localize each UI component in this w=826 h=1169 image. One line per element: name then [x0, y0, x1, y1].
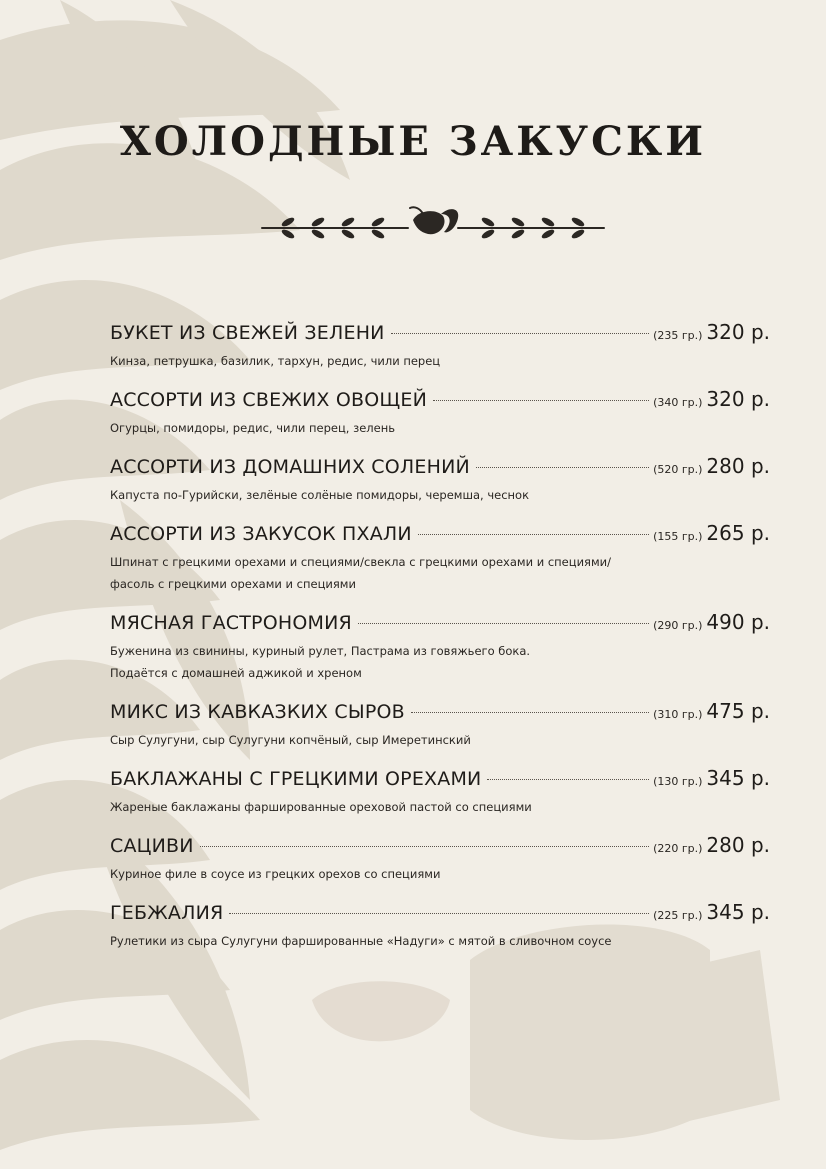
menu-item: [110, 448, 770, 515]
menu-item-row: [110, 448, 770, 484]
menu-item-weight: (310 гр.): [653, 708, 703, 721]
description-line: Капуста по-Гурийски, зелёные солёные помидоры, черемша, чеснок: [110, 488, 530, 502]
description-line: Огурцы, помидоры, редис, чили перец, зелень: [110, 421, 396, 435]
menu-item-price: 490 р.: [706, 610, 770, 634]
menu-item-row: [110, 827, 770, 863]
menu-item-description: [110, 551, 770, 604]
menu-item-row: [110, 604, 770, 640]
menu-item-weight: (220 гр.): [653, 842, 703, 855]
menu-list: [110, 314, 770, 961]
description-line: фасоль с грецкими орехами и специями: [110, 577, 356, 591]
menu-item-row: [110, 760, 770, 796]
menu-item-weight: (130 гр.): [653, 775, 703, 788]
menu-item-name: МИКС ИЗ КАВКАЗКИХ СЫРОВ: [110, 701, 405, 723]
description-line: Куриное филе в соусе из грецких орехов со специями: [110, 867, 441, 881]
page-title: ХОЛОДНЫЕ ЗАКУСКИ: [119, 118, 707, 165]
menu-item-description: [110, 640, 770, 693]
menu-item-row: [110, 894, 770, 930]
description-line: Буженина из свинины, куриный рулет, Пастрама из говяжьего бока.: [110, 644, 531, 658]
menu-item-description: [110, 863, 770, 894]
menu-item-name: САЦИВИ: [110, 835, 194, 857]
dot-leader: [418, 534, 649, 535]
menu-item-description: [110, 796, 770, 827]
dot-leader: [411, 712, 649, 713]
menu-item-price: 280 р.: [706, 833, 770, 857]
menu-item: [110, 515, 770, 604]
menu-item-description: [110, 484, 770, 515]
menu-item: [110, 760, 770, 827]
dot-leader: [476, 467, 649, 468]
menu-item-price: 345 р.: [706, 900, 770, 924]
menu-item-name: АССОРТИ ИЗ ДОМАШНИХ СОЛЕНИЙ: [110, 456, 470, 478]
menu-item-weight: (520 гр.): [653, 463, 703, 476]
menu-item: [110, 381, 770, 448]
menu-item: [110, 827, 770, 894]
menu-item-weight: (290 гр.): [653, 619, 703, 632]
description-line: Сыр Сулугуни, сыр Сулугуни копчёный, сыр Имеретинский: [110, 733, 471, 747]
dot-leader: [229, 913, 649, 914]
dot-leader: [391, 333, 649, 334]
menu-item-name: БАКЛАЖАНЫ С ГРЕЦКИМИ ОРЕХАМИ: [110, 768, 482, 790]
menu-item-name: БУКЕТ ИЗ СВЕЖЕЙ ЗЕЛЕНИ: [110, 322, 385, 344]
menu-item-price: 280 р.: [706, 454, 770, 478]
menu-item-name: АССОРТИ ИЗ ЗАКУСОК ПХАЛИ: [110, 523, 412, 545]
dot-leader: [200, 846, 649, 847]
menu-item-weight: (235 гр.): [653, 329, 703, 342]
menu-item: [110, 894, 770, 961]
menu-item-weight: (340 гр.): [653, 396, 703, 409]
menu-item-row: [110, 314, 770, 350]
description-line: Рулетики из сыра Сулугуни фаршированные «Надуги» с мятой в сливочном соусе: [110, 934, 612, 948]
menu-item-row: [110, 381, 770, 417]
menu-item: [110, 314, 770, 381]
description-line: Подаётся с домашней аджикой и хреном: [110, 666, 362, 680]
description-line: Кинза, петрушка, базилик, тархун, редис, чили перец: [110, 354, 441, 368]
menu-item-price: 320 р.: [706, 387, 770, 411]
menu-item: [110, 693, 770, 760]
dot-leader: [487, 779, 649, 780]
menu-item-description: [110, 350, 770, 381]
menu-item-price: 345 р.: [706, 766, 770, 790]
menu-item-price: 320 р.: [706, 320, 770, 344]
menu-item-name: ГЕБЖАЛИЯ: [110, 902, 224, 924]
menu-item-weight: (155 гр.): [653, 530, 703, 543]
dot-leader: [358, 623, 649, 624]
menu-item-description: [110, 729, 770, 760]
dot-leader: [433, 400, 649, 401]
description-line: Жареные баклажаны фаршированные ореховой пастой со специями: [110, 800, 532, 814]
tomato-slice-icon: [312, 981, 450, 1041]
menu-item-name: МЯСНАЯ ГАСТРОНОМИЯ: [110, 612, 352, 634]
menu-item-price: 265 р.: [706, 521, 770, 545]
menu-item: [110, 604, 770, 693]
chili-pepper-laurel-icon: [258, 202, 608, 246]
description-line: Шпинат с грецкими орехами и специями/свекла с грецкими орехами и специями/: [110, 555, 611, 569]
menu-item-row: [110, 515, 770, 551]
menu-item-row: [110, 693, 770, 729]
menu-item-price: 475 р.: [706, 699, 770, 723]
menu-item-description: [110, 930, 770, 961]
menu-item-weight: (225 гр.): [653, 909, 703, 922]
menu-item-name: АССОРТИ ИЗ СВЕЖИХ ОВОЩЕЙ: [110, 389, 428, 411]
menu-item-description: [110, 417, 770, 448]
